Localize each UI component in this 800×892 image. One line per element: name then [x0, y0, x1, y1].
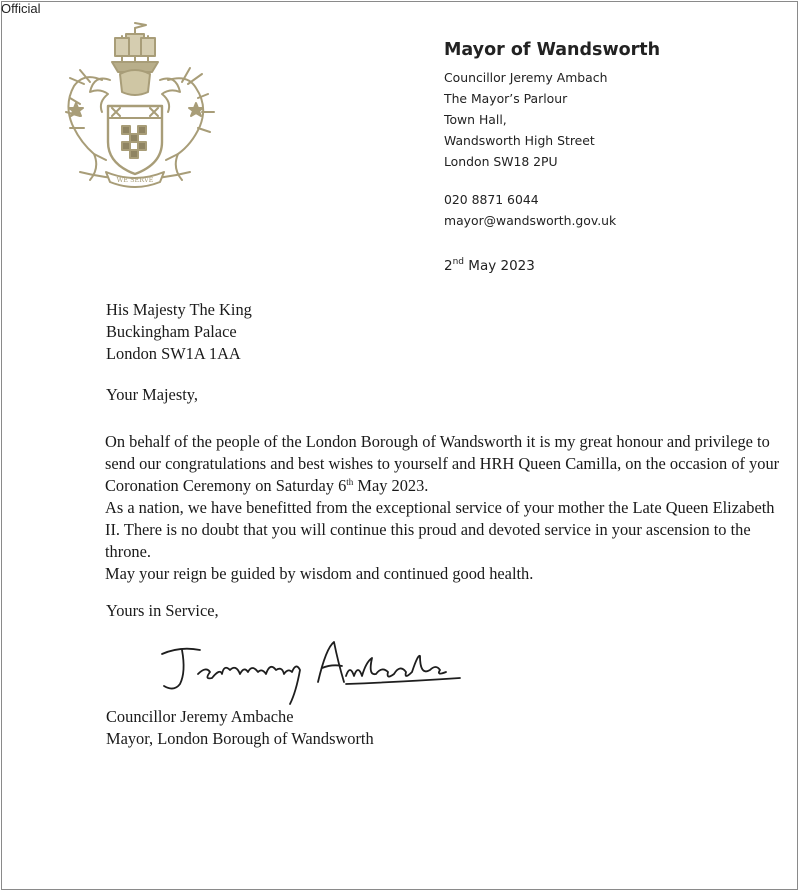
classification-label: Official	[1, 1, 41, 16]
signatory-title: Mayor, London Borough of Wandsworth	[106, 729, 374, 748]
coat-of-arms-icon	[50, 22, 220, 188]
letterhead-line: Town Hall,	[444, 112, 507, 127]
body-paragraph: On behalf of the people of the London Borough of Wandsworth it is my great honour and privilege to send our congratulations and best wishes to yourself and HRH Queen Camilla, on the occasion of your Coronation Ceremony on Saturday 6th May 2023.	[105, 432, 780, 495]
letterhead-line: London SW18 2PU	[444, 154, 558, 169]
body-paragraph: As a nation, we have benefitted from the exceptional service of your mother the Late Queen Elizabeth II. There is no doubt that you will continue this proud and devoted service in your ascension to the throne.	[105, 498, 775, 561]
letter-date: 2nd May 2023	[444, 257, 535, 274]
letterhead-line: The Mayor’s Parlour	[444, 91, 568, 106]
signatory-block	[106, 706, 374, 750]
letterhead-phone: 020 8871 6044	[444, 192, 539, 207]
closing: Yours in Service,	[106, 601, 219, 620]
handwritten-signature	[150, 632, 480, 707]
salutation: Your Majesty,	[106, 385, 198, 404]
addressee-line: His Majesty The King	[106, 300, 252, 319]
letterhead-line: Wandsworth High Street	[444, 133, 595, 148]
addressee-block	[106, 299, 252, 365]
body-paragraph: May your reign be guided by wisdom and continued good health.	[105, 564, 534, 583]
letterhead-line: Councillor Jeremy Ambach	[444, 70, 608, 85]
signatory-name: Councillor Jeremy Ambache	[106, 707, 294, 726]
letterhead-title: Mayor of Wandsworth	[444, 40, 661, 60]
letterhead	[444, 40, 660, 231]
letterhead-email: mayor@wandsworth.gov.uk	[444, 213, 617, 228]
addressee-line: London SW1A 1AA	[106, 344, 241, 363]
crest-motto: WE SERVE	[116, 176, 154, 184]
addressee-line: Buckingham Palace	[106, 322, 237, 341]
letter-body	[105, 431, 785, 585]
